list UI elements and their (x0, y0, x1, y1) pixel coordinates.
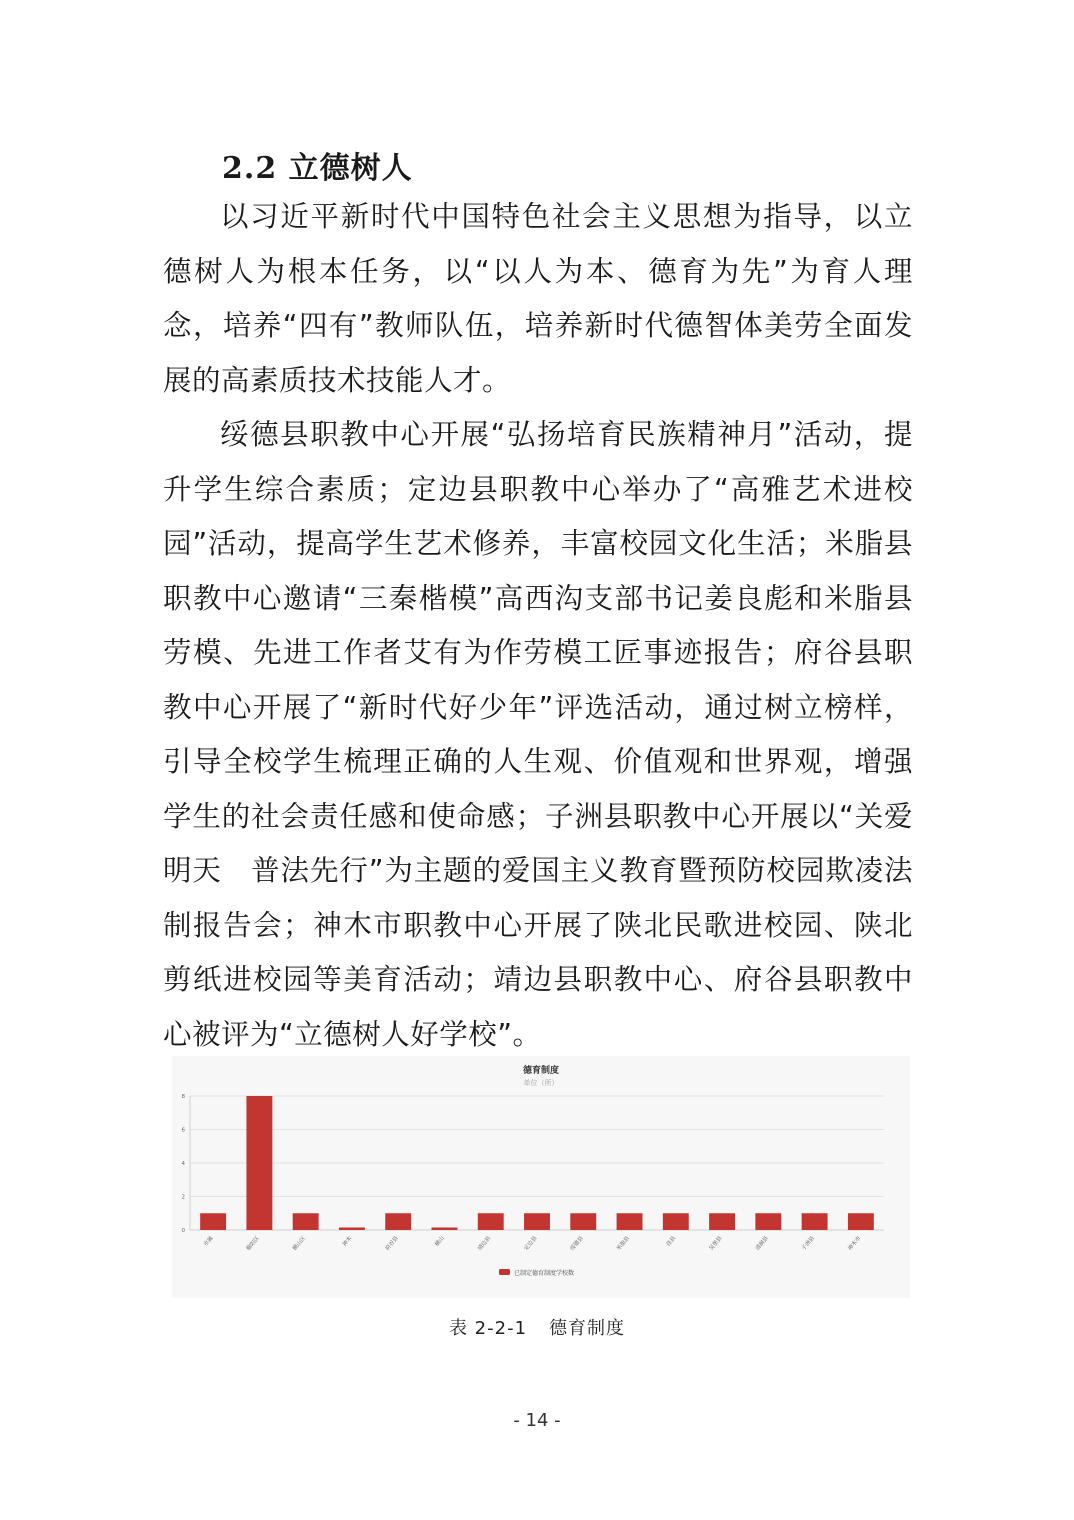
bar-1 (246, 1096, 272, 1230)
bar-13 (802, 1213, 828, 1230)
x-tick-label-12: 清涧县 (754, 1235, 770, 1252)
bar-6 (478, 1213, 504, 1230)
legend-label: 已制定德育制度学校数 (514, 1270, 575, 1277)
bar-3 (339, 1227, 365, 1230)
bar-chart (172, 1056, 910, 1298)
x-tick-label-1: 榆阳区 (245, 1235, 261, 1252)
caption-label: 表 2-2-1 (448, 1318, 528, 1339)
paragraph-1: 以习近平新时代中国特色社会主义思想为指导，以立德树人为根本任务，以“以人为本、德育为先”为育人理念，培养“四有”教师队伍，培养新时代德智体美劳全面发展的高素质技术技能人才。 (163, 200, 913, 397)
bar-8 (570, 1213, 596, 1230)
chart-title: 德育制度 (522, 1066, 560, 1076)
bar-10 (663, 1213, 689, 1230)
bar-5 (432, 1227, 458, 1230)
y-tick-label-1: 2 (181, 1194, 185, 1201)
x-tick-label-3: 神木 (341, 1235, 354, 1248)
x-tick-label-4: 府谷县 (384, 1235, 400, 1252)
bar-9 (617, 1213, 643, 1230)
y-tick-label-2: 4 (181, 1161, 185, 1167)
x-tick-label-9: 米脂县 (615, 1235, 632, 1252)
x-tick-label-11: 吴堡县 (708, 1235, 724, 1252)
x-tick-label-10: 佳县 (665, 1235, 678, 1248)
page-number: - 14 - (513, 1410, 561, 1431)
legend-swatch (499, 1269, 510, 1275)
figure-caption (0, 1314, 1074, 1340)
bar-11 (709, 1213, 735, 1230)
section-heading: 2.2 立德树人 (222, 151, 413, 186)
bar-12 (755, 1213, 781, 1230)
chart-subtitle: 单位（所） (523, 1079, 559, 1087)
bar-0 (200, 1213, 226, 1230)
bar-7 (524, 1213, 550, 1230)
x-tick-label-2: 横山区 (291, 1235, 308, 1252)
y-tick-label-4: 8 (181, 1094, 185, 1100)
bar-2 (293, 1213, 319, 1230)
paragraph-2: 绥德县职教中心开展“弘扬培育民族精神月”活动，提升学生综合素质；定边县职教中心举办了“高雅艺术进校园”活动，提高学生艺术修养，丰富校园文化生活；米脂县职教中心邀请“三秦楷模”高西沟支部书记姜良彪和米脂县劳模、先进工作者艾有为作劳模工匠事迹报告；府谷县职教中心开展了“新时代好少年”评选活动，通过树立榜样，引导全校学生梳理正确的人生观、价值观和世界观，增强学生的社会责任感和使命感；子洲县职教中心开展以“关爱明天 普法先行”为主题的爱国主义教育暨预防校园欺凌法制报告会；神木市职教中心开展了陕北民歌进校园、陕北剪纸进校园等美育活动；靖边县职教中心、府谷县职教中心被评为“立德树人好学校”。 (163, 418, 913, 1051)
x-tick-label-14: 神木市 (847, 1235, 863, 1252)
chart-svg (172, 1056, 910, 1298)
x-tick-label-8: 绥德县 (569, 1235, 585, 1252)
y-tick-label-0: 0 (181, 1228, 185, 1234)
bar-14 (848, 1213, 874, 1230)
x-tick-label-5: 横山 (434, 1235, 446, 1248)
x-tick-label-6: 靖边县 (477, 1235, 493, 1252)
x-tick-label-7: 定边县 (523, 1235, 539, 1252)
x-tick-label-0: 市属 (202, 1235, 215, 1248)
bar-4 (385, 1213, 411, 1230)
x-tick-label-13: 子洲县 (800, 1235, 817, 1252)
y-tick-label-3: 6 (181, 1127, 185, 1134)
caption-text: 德育制度 (549, 1318, 626, 1339)
